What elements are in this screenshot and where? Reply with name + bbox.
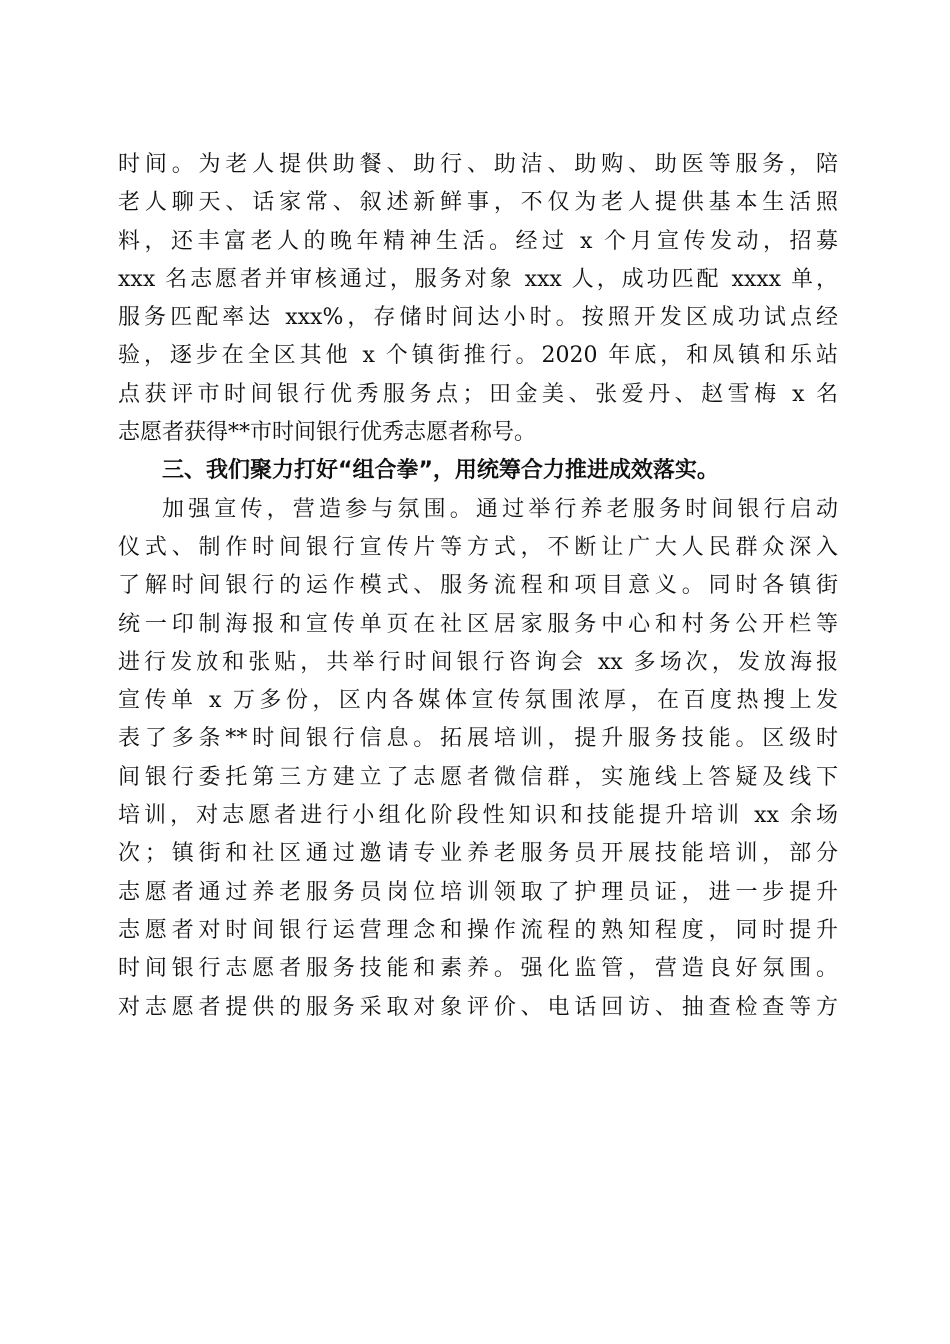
paragraph-line: 志愿者通过养老服务员岗位培训领取了护理员证，进一步提升 <box>118 879 838 905</box>
paragraph-line: 表了多条**时间银行信息。拓展培训，提升服务技能。区级时 <box>118 726 838 752</box>
paragraph-line: 老人聊天、话家常、叙述新鲜事，不仅为老人提供基本生活照 <box>118 190 838 216</box>
paragraph-line: 统一印制海报和宣传单页在社区居家服务中心和村务公开栏等 <box>118 611 838 637</box>
paragraph-1 <box>118 146 838 452</box>
paragraph-line: 点获评市时间银行优秀服务点；田金美、张爱丹、赵雪梅 x 名 <box>118 381 838 407</box>
document-body <box>118 146 838 1027</box>
paragraph-line: 仪式、制作时间银行宣传片等方式，不断让广大人民群众深入 <box>118 534 838 560</box>
paragraph-line: 验，逐步在全区其他 x 个镇街推行。2020 年底，和凤镇和乐站 <box>118 343 838 369</box>
paragraph-line: 次；镇街和社区通过邀请专业养老服务员开展技能培训，部分 <box>118 841 838 867</box>
paragraph-line: 了解时间银行的运作模式、服务流程和项目意义。同时各镇街 <box>118 573 838 599</box>
paragraph-line: 时间。为老人提供助餐、助行、助洁、助购、助医等服务，陪 <box>118 152 838 177</box>
paragraph-line: 时间银行志愿者服务技能和素养。强化监管，营造良好氛围。 <box>118 956 838 982</box>
paragraph-line: 进行发放和张贴，共举行时间银行咨询会 xx 多场次，发放海报 <box>118 649 838 675</box>
paragraph-line: 服务匹配率达 xxx%，存储时间达小时。按照开发区成功试点经 <box>118 305 838 331</box>
paragraph-line: 志愿者获得**市时间银行优秀志愿者称号。 <box>118 420 537 446</box>
paragraph-line: xxx 名志愿者并审核通过，服务对象 xxx 人，成功匹配 xxxx 单， <box>118 266 838 292</box>
paragraph-line: 对志愿者提供的服务采取对象评价、电话回访、抽查检查等方 <box>118 994 838 1020</box>
paragraph-line: 加强宣传，营造参与氛围。通过举行养老服务时间银行启动 <box>162 496 838 522</box>
paragraph-line: 间银行委托第三方建立了志愿者微信群，实施线上答疑及线下 <box>118 764 838 790</box>
paragraph-line: 培训，对志愿者进行小组化阶段性知识和技能提升培训 xx 余场 <box>118 803 838 829</box>
paragraph-line: 志愿者对时间银行运营理念和操作流程的熟知程度，同时提升 <box>118 917 838 943</box>
paragraph-line: 宣传单 x 万多份，区内各媒体宣传氛围浓厚，在百度热搜上发 <box>118 688 838 714</box>
section-heading: 三、我们聚力打好“组合拳”，用统筹合力推进成效落实。 <box>162 458 719 484</box>
paragraph-2 <box>118 491 838 1027</box>
paragraph-line: 料，还丰富老人的晚年精神生活。经过 x 个月宣传发动，招募 <box>118 228 838 254</box>
